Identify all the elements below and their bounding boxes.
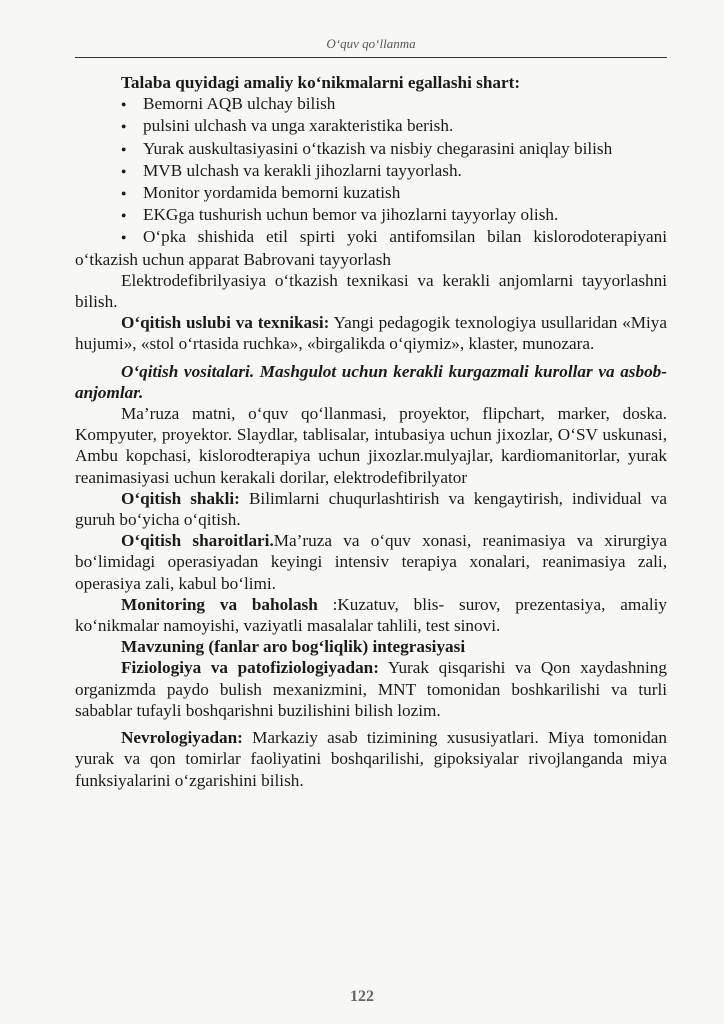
uslub-label: O‘qitish uslubi va texnikasi: bbox=[121, 313, 330, 333]
mavzu-title: Mavzuning (fanlar aro bog‘liqlik) integrasiyasi bbox=[121, 637, 466, 657]
header-rule bbox=[75, 57, 667, 58]
page-body bbox=[75, 72, 667, 791]
bullet-item: ● MVB ulchash va kerakli jihozlarni tayyorlash. bbox=[75, 160, 667, 182]
paragraph-sharoit: O‘qitish sharoitlari.Ma’ruza va o‘quv xonasi, reanimasiya va xirurgiya bo‘limidagi operasiyadan keyingi intensiv terapiya xonalari, reanimasiya zali, operasiya zali, kabul bo‘limi. bbox=[75, 531, 667, 593]
paragraph-shakl: O‘qitish shakli: Bilimlarni chuqurlashtirish va kengaytirish, individual va guruh bo‘yicha o‘qitish. bbox=[75, 488, 667, 530]
bullet-icon: ● bbox=[121, 188, 127, 199]
bullet-item: ● Yurak auskultasiyasini o‘tkazish va nisbiy chegarasini aniqlay bilish bbox=[75, 138, 667, 160]
vositalar-title: O‘qitish vositalari. Mashgulot uchun kerakli kurgazmali kurollar va asbob-anjomlar. bbox=[75, 361, 667, 402]
paragraph-uslub: O‘qitish uslubi va texnikasi: Yangi pedagogik texnologiya usullaridan «Miya hujumi», «stol o‘rtasida ruchka», «birgalikda o‘qiymiz», klaster, munozara. bbox=[75, 313, 667, 354]
running-header: O‘quv qo‘llanma bbox=[326, 36, 416, 51]
paragraph-monitoring: Monitoring va baholash :Kuzatuv, blis- surov, prezentasiya, amaliy ko‘nikmalar namoyishi, vaziyatli masalalar tahlili, test sinovi. bbox=[75, 594, 667, 636]
shakl-label: O‘qitish shakli: bbox=[121, 488, 240, 508]
bullet-item: ● EKGga tushurish uchun bemor va jihozlarni tayyorlay olish. bbox=[75, 204, 667, 226]
bullet-icon: ● bbox=[121, 210, 127, 221]
fiz-label: Fiziologiya va patofiziologiyadan: bbox=[121, 658, 379, 678]
monitoring-label: Monitoring va baholash bbox=[121, 594, 318, 614]
page-number: 122 bbox=[350, 988, 374, 1005]
paragraph-vositalar: Ma’ruza matni, o‘quv qo‘llanmasi, proyektor, flipchart, marker, doska. Kompyuter, proyektor. Slaydlar, tablisalar, intubasiya uchun jixozlar, O‘SV uskunasi, Ambu kopchasi, kislorodterapiya uchun jixozlar.mulyajlar, kardiomanitorlar, yurak reanimasiyasi uchun kerakali dorilar, elektrodefibrilyator bbox=[75, 404, 667, 487]
bullet-item: ● Bemorni AQB ulchay bilish bbox=[75, 93, 667, 115]
bullet-item: ● Monitor yordamida bemorni kuzatish bbox=[75, 182, 667, 204]
sharoit-label: O‘qitish sharoitlari. bbox=[121, 531, 274, 551]
bullet-icon: ● bbox=[121, 143, 127, 154]
paragraph-fiziologiya: Fiziologiya va patofiziologiyadan: Yurak qisqarishi va Qon xaydashning organizmda paydo bulish mexanizmini, MNT tomonidan boshkarilishi va turli sabablar tufayli boshqarishni buzilishini bilish lozim. bbox=[75, 658, 667, 720]
bullet-icon: ● bbox=[121, 165, 127, 176]
nevro-label: Nevrologiyadan: bbox=[121, 728, 243, 748]
paragraph-nevrologiya: Nevrologiyadan: Markaziy asab tizimining xususiyatlari. Miya tomonidan yurak va qon tomirlar faoliyatini boshqarilishi, gipoksiyalar rivojlanganda miya funksiyalarini o‘zgarishini bilish. bbox=[75, 728, 667, 790]
bullet-icon: ● bbox=[121, 99, 127, 110]
paragraph-elektro: Elektrodefibrilyasiya o‘tkazish texnikasi va kerakli anjomlarni tayyorlashni bilish. bbox=[75, 270, 667, 312]
bullet-icon: ● bbox=[121, 232, 127, 243]
bullet-item: ● O‘pka shishida etil spirti yoki antifomsilan bilan kislorodoterapiyani o‘tkazish uchun apparat Babrovani tayyorlash bbox=[75, 227, 667, 269]
bullet-icon: ● bbox=[121, 121, 127, 132]
bullet-item: ● pulsini ulchash va unga xarakteristika berish. bbox=[75, 115, 667, 137]
section-title: Talaba quyidagi amaliy ko‘nikmalarni egallashi shart: bbox=[121, 73, 521, 92]
